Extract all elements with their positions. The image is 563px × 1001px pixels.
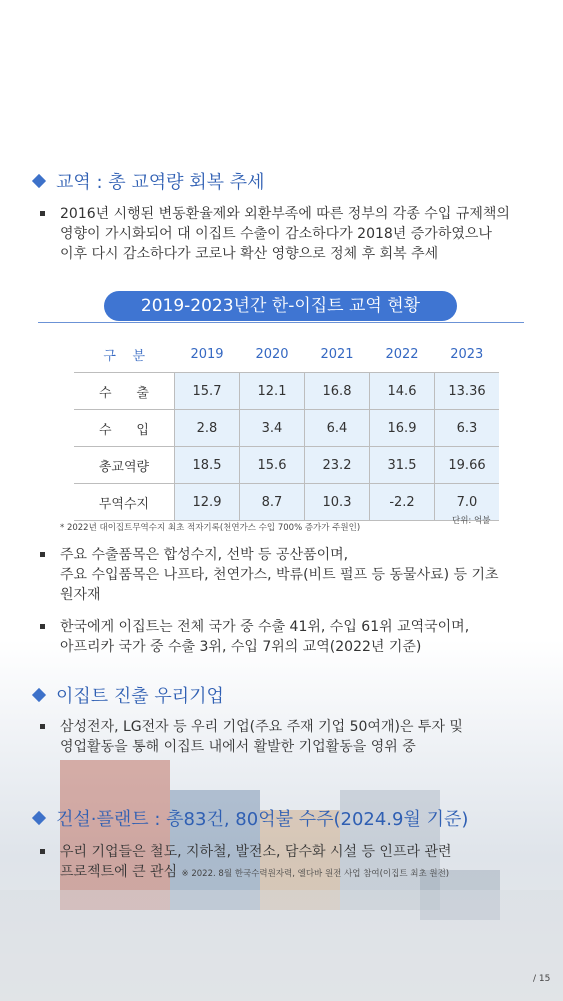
table-footnote: * 2022년 대이집트무역수지 최초 적자기록(천연가스 수입 700% 증가가 주원인)	[60, 523, 361, 533]
table-header-row	[74, 336, 499, 373]
square-bullet-icon	[40, 211, 45, 216]
bullet-line: 주요 수출품목은 합성수지, 선박 등 공산품이며,	[60, 547, 349, 563]
table-cell: 16.8	[305, 373, 370, 410]
table-unit-label: 단위: 억불	[452, 516, 491, 526]
section-title-trade	[34, 168, 265, 194]
table-cell: 13.36	[435, 373, 500, 410]
bullet-line: 영향이 가시화되어 대 이집트 수출이 감소하다가 2018년 증가하였으나	[60, 226, 492, 242]
ground-image	[0, 890, 563, 1001]
header-year: 2021	[320, 346, 354, 362]
table-cell: 23.2	[305, 447, 370, 484]
bullet-line-text: 프로젝트에 큰 관심	[60, 864, 178, 880]
table-cell: 18.5	[175, 447, 240, 484]
header-year: 2020	[255, 346, 289, 362]
bullet-line: 이후 다시 감소하다가 코로나 확산 영향으로 정체 후 회복 추세	[60, 246, 439, 262]
table-cell: -2.2	[370, 484, 435, 521]
table-cell: 16.9	[370, 410, 435, 447]
bullet-line: 우리 기업들은 철도, 지하철, 발전소, 담수화 시설 등 인프라 관련	[60, 844, 452, 860]
table-row	[74, 447, 499, 484]
square-bullet-icon	[40, 552, 45, 557]
table-cell: 7.0	[435, 484, 500, 521]
bullet-line: 주요 수입품목은 나프타, 천연가스, 박류(비트 펄프 등 동물사료) 등 기초	[60, 567, 499, 583]
section-title-text: 교역 : 총 교역량 회복 추세	[56, 172, 265, 193]
bullet-companies	[40, 717, 463, 757]
table-row	[74, 373, 499, 410]
bullet-line: 한국에게 이집트는 전체 국가 중 수출 41위, 수입 61위 교역국이며,	[60, 619, 470, 635]
trade-table	[74, 336, 499, 521]
table-cell: 14.6	[370, 373, 435, 410]
section-title-text: 이집트 진출 우리기업	[56, 686, 224, 707]
table-cell: 31.5	[370, 447, 435, 484]
diamond-bullet-icon	[32, 688, 46, 702]
table-cell: 12.1	[240, 373, 305, 410]
diamond-bullet-icon	[32, 174, 46, 188]
header-year: 2023	[450, 346, 484, 362]
table-cell: 2.8	[175, 410, 240, 447]
bullet-line-with-note	[60, 862, 452, 884]
bullet-line: 영업활동을 통해 이집트 내에서 활발한 기업활동을 영위 중	[60, 739, 416, 755]
row-label: 무역수지	[74, 484, 175, 521]
table-cell: 10.3	[305, 484, 370, 521]
bullet-note: ※ 2022. 8월 한국수력원자력, 엘다바 원전 사업 참여(이집트 최초 원전)	[181, 869, 450, 879]
section-title-construction	[34, 805, 468, 831]
table-cell: 6.4	[305, 410, 370, 447]
section-title-text: 건설·플랜트 : 총83건, 80억불 수주(2024.9월 기준)	[56, 809, 469, 830]
square-bullet-icon	[40, 724, 45, 729]
bullet-trade-overview	[40, 204, 510, 264]
diamond-bullet-icon	[32, 811, 46, 825]
table-row	[74, 484, 499, 521]
table-cell: 19.66	[435, 447, 500, 484]
header-label: 구 분	[103, 348, 146, 364]
square-bullet-icon	[40, 849, 45, 854]
table-cell: 15.7	[175, 373, 240, 410]
table-row	[74, 410, 499, 447]
table-cell: 8.7	[240, 484, 305, 521]
bullet-line: 원자재	[60, 587, 101, 603]
table-cell: 3.4	[240, 410, 305, 447]
bullet-trade-items	[40, 545, 499, 605]
table-cell: 15.6	[240, 447, 305, 484]
bullet-line: 삼성전자, LG전자 등 우리 기업(주요 주재 기업 50여개)은 투자 및	[60, 719, 463, 735]
table-title: 2019-2023년간 한-이집트 교역 현황	[104, 291, 457, 321]
row-label: 총교역량	[74, 447, 175, 484]
row-label: 수 출	[74, 373, 175, 410]
table-cell: 6.3	[435, 410, 500, 447]
header-year: 2022	[385, 346, 419, 362]
table-cell: 12.9	[175, 484, 240, 521]
bullet-construction	[40, 842, 452, 884]
square-bullet-icon	[40, 624, 45, 629]
page-number: / 15	[533, 974, 551, 984]
bullet-line: 아프리카 국가 중 수출 3위, 수입 7위의 교역(2022년 기준)	[60, 639, 422, 655]
bullet-trade-rank	[40, 617, 469, 657]
container-stack-image	[60, 760, 170, 910]
table-title-rule	[38, 322, 524, 323]
row-label: 수 입	[74, 410, 175, 447]
section-title-companies	[34, 682, 224, 708]
bullet-line: 2016년 시행된 변동환율제와 외환부족에 따른 정부의 각종 수입 규제책의	[60, 206, 510, 222]
header-year: 2019	[190, 346, 224, 362]
